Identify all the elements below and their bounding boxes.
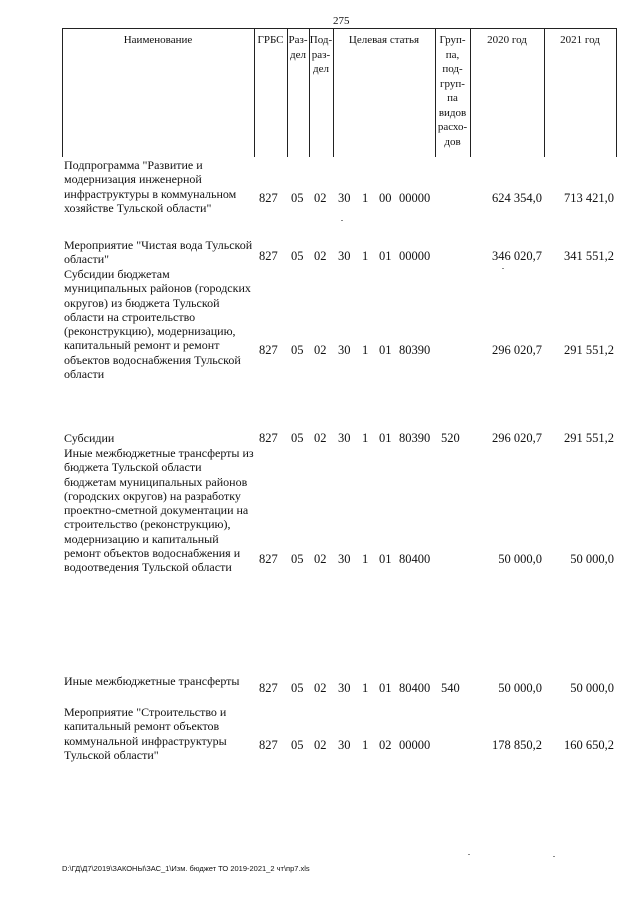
cell-pr: 02 <box>314 431 327 445</box>
header-2021: 2021 год <box>560 34 600 46</box>
cell-c4: 00000 <box>399 191 431 205</box>
footer-file-path: D:\ГД\Д7\2019\ЗАКОНЫ\ЗАС_1\Изм. бюджет ТО 2019-2021_2 чт\пр7.xls <box>62 864 310 873</box>
header-podrazdel: Под- раз- дел <box>309 34 333 75</box>
cell-c1: 30 <box>338 552 351 566</box>
cell-c4: 00000 <box>399 738 431 752</box>
cell-c2: 1 <box>362 343 369 357</box>
cell-c1: 30 <box>338 738 351 752</box>
cell-pr: 02 <box>314 191 327 205</box>
row-name: Иные межбюджетные трансферты из бюджета Тульской области бюджетам муниципальных районов (городских округов) на разработку проектно-сметной документации на строительство (реконструкцию), модернизацию и капитальный ремонт объектов водоснабжения и водоотведения Тульской области <box>64 446 254 575</box>
page-number: 275 <box>333 15 350 27</box>
cell-grbs: 827 <box>259 249 278 263</box>
cell-c2: 1 <box>362 431 369 445</box>
cell-c4: 80390 <box>399 431 431 445</box>
row-name: Подпрограмма "Развитие и модернизация инженерной инфраструктуры в коммунальном хозяйстве Тульской области" <box>64 158 237 215</box>
cell-c3: 01 <box>379 343 392 357</box>
cell-grbs: 827 <box>259 191 278 205</box>
cell-2020: 296 020,7 <box>492 431 542 445</box>
cell-rz: 05 <box>291 552 304 566</box>
cell-c1: 30 <box>338 191 351 205</box>
header-razdel: Раз- дел <box>288 34 308 61</box>
cell-rz: 05 <box>291 249 304 263</box>
scan-speck <box>341 220 343 221</box>
row-name: Мероприятие "Чистая вода Тульской области" <box>64 238 253 267</box>
cell-2021: 341 551,2 <box>564 249 614 263</box>
row-name: Иные межбюджетные трансферты <box>64 674 240 688</box>
cell-vr: 540 <box>441 681 460 695</box>
header-name: Наименование <box>123 34 193 46</box>
cell-2021: 713 421,0 <box>564 191 614 205</box>
header-target: Целевая статья <box>348 34 420 46</box>
header-2020: 2020 год <box>487 34 527 46</box>
cell-c1: 30 <box>338 249 351 263</box>
cell-c4: 80400 <box>399 681 431 695</box>
cell-c3: 00 <box>379 191 392 205</box>
cell-2021: 291 551,2 <box>564 431 614 445</box>
cell-c4: 80400 <box>399 552 431 566</box>
cell-2020: 178 850,2 <box>492 738 542 752</box>
cell-2020: 50 000,0 <box>498 681 542 695</box>
cell-pr: 02 <box>314 552 327 566</box>
cell-c1: 30 <box>338 431 351 445</box>
scan-speck <box>502 268 504 269</box>
cell-rz: 05 <box>291 343 304 357</box>
scan-speck <box>468 854 470 855</box>
cell-rz: 05 <box>291 738 304 752</box>
cell-c2: 1 <box>362 191 369 205</box>
cell-2020: 50 000,0 <box>498 552 542 566</box>
cell-rz: 05 <box>291 681 304 695</box>
cell-grbs: 827 <box>259 552 278 566</box>
cell-pr: 02 <box>314 738 327 752</box>
cell-2021: 291 551,2 <box>564 343 614 357</box>
table-header <box>62 28 616 159</box>
cell-c2: 1 <box>362 249 369 263</box>
cell-2021: 50 000,0 <box>570 552 614 566</box>
cell-vr: 520 <box>441 431 460 445</box>
cell-2021: 50 000,0 <box>570 681 614 695</box>
cell-c3: 01 <box>379 431 392 445</box>
row-name: Субсидии <box>64 431 115 445</box>
cell-grbs: 827 <box>259 343 278 357</box>
header-grbs: ГРБС <box>257 34 284 46</box>
header-divider <box>616 28 617 157</box>
row-name: Субсидии бюджетам муниципальных районов (городских округов) из бюджета Тульской области на строительство (реконструкцию), модернизацию, капитальный ремонт и ремонт объектов водоснабжения Тульской области <box>64 267 251 382</box>
row-name: Мероприятие "Строительство и капитальный ремонт объектов коммунальной инфраструктуры Тульской области" <box>64 705 227 762</box>
cell-2021: 160 650,2 <box>564 738 614 752</box>
cell-pr: 02 <box>314 681 327 695</box>
cell-grbs: 827 <box>259 681 278 695</box>
cell-2020: 296 020,7 <box>492 343 542 357</box>
cell-2020: 624 354,0 <box>492 191 542 205</box>
cell-c2: 1 <box>362 681 369 695</box>
cell-pr: 02 <box>314 343 327 357</box>
cell-grbs: 827 <box>259 738 278 752</box>
cell-c4: 00000 <box>399 249 431 263</box>
cell-rz: 05 <box>291 431 304 445</box>
cell-c2: 1 <box>362 738 369 752</box>
cell-c3: 02 <box>379 738 392 752</box>
cell-2020: 346 020,7 <box>492 249 542 263</box>
header-group: Груп- па, под- груп- па видов расхо- дов <box>437 34 468 148</box>
cell-c2: 1 <box>362 552 369 566</box>
cell-c3: 01 <box>379 681 392 695</box>
cell-pr: 02 <box>314 249 327 263</box>
cell-rz: 05 <box>291 191 304 205</box>
cell-c3: 01 <box>379 552 392 566</box>
cell-c1: 30 <box>338 343 351 357</box>
cell-c3: 01 <box>379 249 392 263</box>
cell-grbs: 827 <box>259 431 278 445</box>
cell-c4: 80390 <box>399 343 431 357</box>
scan-speck <box>553 856 555 857</box>
cell-c1: 30 <box>338 681 351 695</box>
